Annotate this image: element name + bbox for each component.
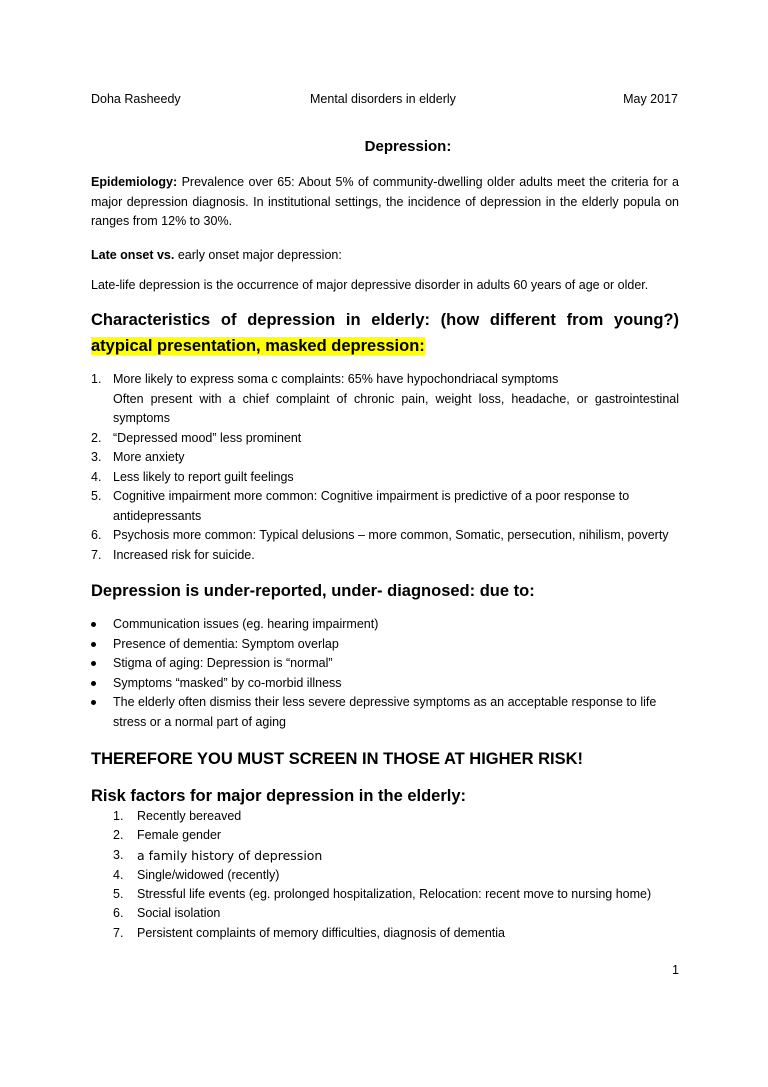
list-item <box>91 904 679 923</box>
bullet-item <box>91 693 679 732</box>
item-text: More anxiety <box>113 450 185 464</box>
item-text: Increased risk for suicide. <box>113 547 255 562</box>
risk-factors-list <box>91 807 679 943</box>
characteristics-list <box>91 370 679 565</box>
characteristics-highlight: atypical presentation, masked depression: <box>91 337 425 355</box>
header-date: May 2017 <box>623 92 678 106</box>
bullet-text: Stigma of aging: Depression is “normal” <box>113 656 333 670</box>
item-text: Single/widowed (recently) <box>137 867 280 882</box>
characteristics-heading-text: Characteristics of depression in elderly: (how different from young?) <box>91 311 679 329</box>
item-number: 6. <box>113 906 124 921</box>
page-header <box>91 92 678 110</box>
header-author: Doha Rasheedy <box>91 92 181 106</box>
item-number: 2. <box>113 828 124 843</box>
list-item <box>91 807 679 826</box>
item-text: Psychosis more common: Typical delusions – more common, Somatic, persecution, nihilism, poverty <box>113 528 669 542</box>
characteristics-heading <box>91 307 679 359</box>
under-reported-heading: Depression is under-reported, under- diagnosed: due to: <box>91 582 535 600</box>
bullet-text: Presence of dementia: Symptom overlap <box>113 636 339 651</box>
item-number: 6. <box>91 528 102 542</box>
epidemiology-text: Prevalence over 65: About 5% of community-dwelling older adults meet the criteria for a major depression diagnosis. In institutional settings, the incidence of depression in the elderly popula on ranges from 12% to 30%. <box>91 175 679 228</box>
bullet-text: The elderly often dismiss their less severe depressive symptoms as an acceptable response to life stress or a normal part of aging <box>113 695 657 729</box>
item-number: 4. <box>91 469 102 484</box>
under-reported-list <box>91 615 679 732</box>
list-item <box>91 924 679 943</box>
bullet-icon <box>91 661 96 666</box>
epidemiology-paragraph <box>91 173 679 232</box>
bullet-item <box>91 635 679 655</box>
item-number: 5. <box>91 489 102 503</box>
bullet-text: Symptoms “masked” by co-morbid illness <box>113 675 342 690</box>
item-text: “Depressed mood” less prominent <box>113 430 302 445</box>
header-subject: Mental disorders in elderly <box>310 92 456 106</box>
list-item <box>91 866 679 885</box>
bullet-item <box>91 674 679 694</box>
item-text: Cognitive impairment more common: Cognitive impairment is predictive of a poor response to antidepressants <box>113 489 630 523</box>
risk-factors-heading: Risk factors for major depression in the elderly: <box>91 787 467 805</box>
item-number: 1. <box>91 372 102 386</box>
item-number: 3. <box>91 450 102 464</box>
bullet-icon <box>91 700 96 705</box>
list-item <box>91 448 679 468</box>
item-number: 5. <box>113 887 124 902</box>
late-onset-paragraph <box>91 246 679 266</box>
bullet-icon <box>91 622 96 627</box>
item-number: 1. <box>113 809 124 823</box>
item-number: 3. <box>113 847 124 862</box>
bullet-icon <box>91 642 96 647</box>
item-text: Social isolation <box>137 906 221 921</box>
page-title: Depression: <box>364 138 452 155</box>
epidemiology-label: Epidemiology: <box>91 175 178 189</box>
item-number: 7. <box>113 925 124 940</box>
item-text: More likely to express soma c complaints: 65% have hypochondriacal symptoms <box>113 372 559 386</box>
late-onset-text: early onset major depression: <box>177 248 342 262</box>
item-number: 4. <box>113 867 124 882</box>
item-text: a family history of depression <box>137 847 323 863</box>
late-life-definition: Late-life depression is the occurrence of major depressive disorder in adults 60 years of age or older. <box>91 278 649 292</box>
bullet-item <box>91 654 679 674</box>
list-item <box>91 846 679 866</box>
item-text: Female gender <box>137 828 222 843</box>
item-subtext: Often present with a chief complaint of chronic pain, weight loss, headache, or gastrointestinal symptoms <box>113 391 679 425</box>
list-item <box>91 429 679 449</box>
list-item <box>91 526 679 546</box>
list-item <box>91 826 679 845</box>
list-item <box>91 546 679 566</box>
bullet-text: Communication issues (eg. hearing impairment) <box>113 617 379 631</box>
page-title-wrap <box>0 138 768 155</box>
page-number: 1 <box>672 963 679 977</box>
item-text: Recently bereaved <box>137 809 242 823</box>
item-text: Stressful life events (eg. prolonged hospitalization, Relocation: recent move to nursing home) <box>137 887 652 902</box>
item-number: 2. <box>91 430 102 445</box>
item-number: 7. <box>91 547 102 562</box>
bullet-icon <box>91 681 96 686</box>
bullet-item <box>91 615 679 635</box>
list-item <box>91 885 679 904</box>
screen-heading: THEREFORE YOU MUST SCREEN IN THOSE AT HIGHER RISK! <box>91 750 583 768</box>
late-onset-label: Late onset vs. <box>91 248 175 262</box>
item-text: Less likely to report guilt feelings <box>113 469 294 484</box>
item-text: Persistent complaints of memory difficulties, diagnosis of dementia <box>137 925 505 940</box>
list-item <box>91 468 679 488</box>
list-item <box>91 487 679 526</box>
list-item <box>91 370 679 429</box>
